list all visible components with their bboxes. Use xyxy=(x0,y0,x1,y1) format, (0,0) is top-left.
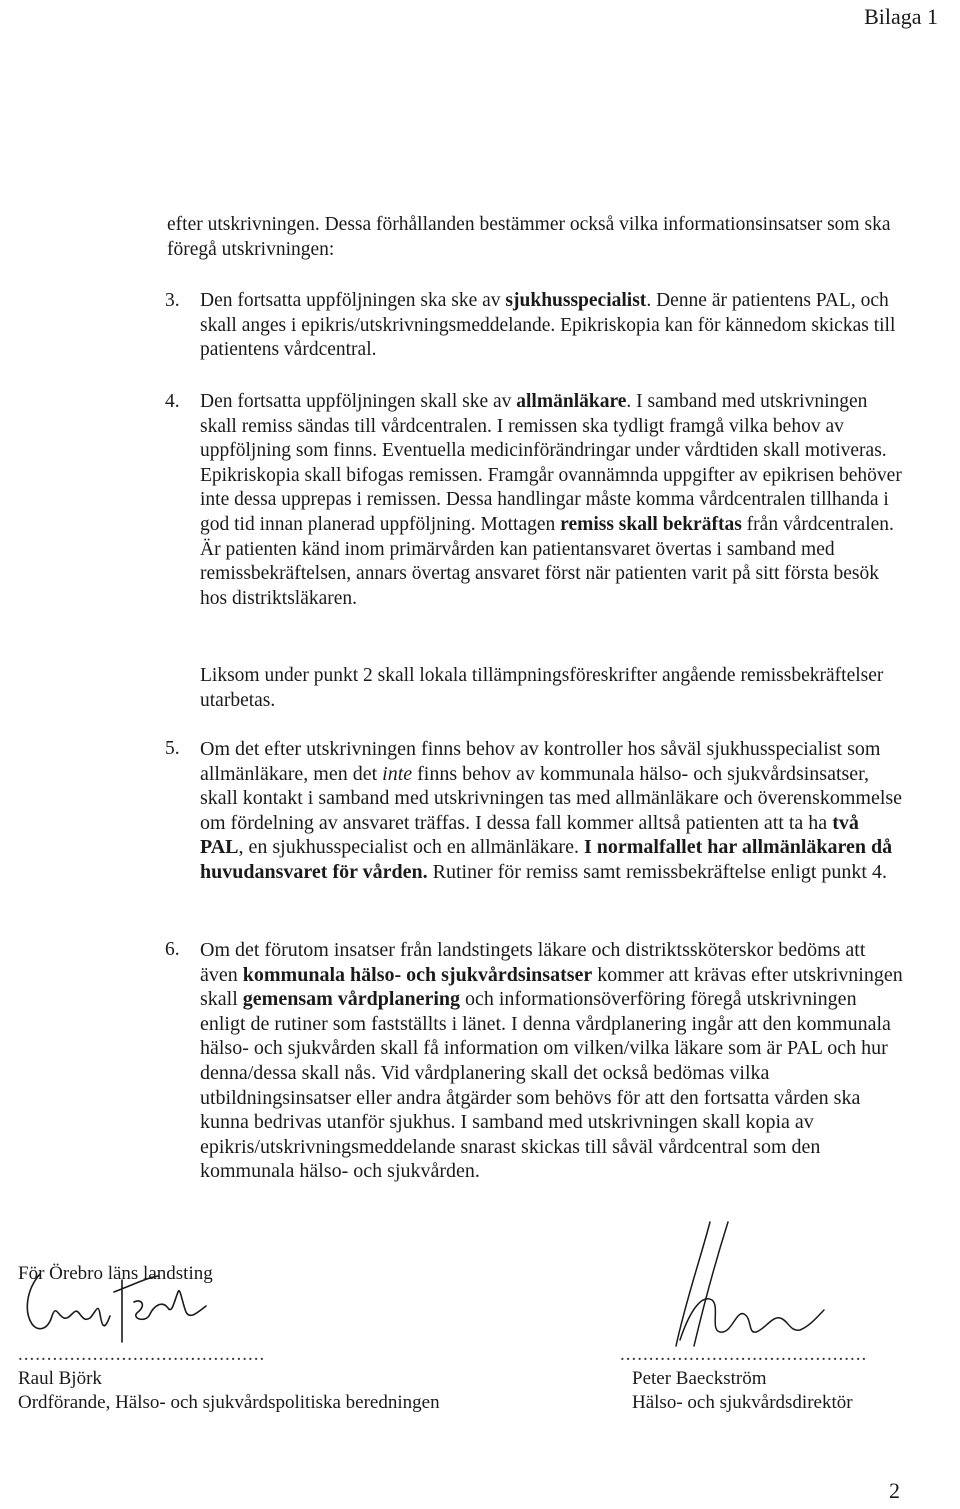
item-bold: två PAL xyxy=(200,811,859,859)
signer-name-right: Peter Baeckström xyxy=(632,1368,767,1389)
item-bold: allmänläkare xyxy=(516,391,627,412)
annex-label: Bilaga 1 xyxy=(864,4,938,29)
item-text: Om det förutom insatser från landstingets läkare och distriktssköterskor bedöms att även xyxy=(200,939,866,986)
item-bold: remiss skall bekräftas xyxy=(560,513,742,535)
page-number: 2 xyxy=(889,1478,900,1503)
item-text: Den fortsatta uppföljningen ska ske av xyxy=(200,290,506,311)
item-body xyxy=(200,938,905,1184)
paragraph-after-4: Liksom under punkt 2 skall lokala tillämpningsföreskrifter angående remissbekräftelser utarbetas. xyxy=(200,665,884,711)
signing-organisation: För Örebro läns landsting xyxy=(18,1263,213,1284)
handwritten-signature-left xyxy=(18,1272,248,1352)
item-body xyxy=(200,289,905,363)
item-italic: inte xyxy=(382,762,413,785)
signer-title-right: Hälso- och sjukvårdsdirektör xyxy=(632,1392,853,1413)
item-text: , en sjukhusspecialist och en allmänläkare. xyxy=(238,836,584,859)
item-text: Rutiner för remiss samt remissbekräftelse enligt punkt 4. xyxy=(427,860,887,883)
item-text: från vårdcentralen. Är patienten känd inom primärvården kan patientansvaret övertas i samband med remissbekräftelsen, annars övertag ansvaret först när patienten varit på sitt första besök hos distriktsläkaren. xyxy=(200,513,894,609)
intro-text: efter utskrivningen. Dessa förhållanden bestämmer också vilka informationsinsatser som ska föregå utskrivningen: xyxy=(167,214,891,260)
item-bold: gemensam vårdplanering xyxy=(242,988,460,1011)
item-text: finns behov av kommunala hälso- och sjukvårdsinsatser, skall kontakt i samband med utskrivningen tas med allmänläkare och överenskommelse om fördelning av ansvaret träffas. I dessa fall kommer alltså patienten att ta ha xyxy=(200,762,903,834)
item-text: Om det efter utskrivningen finns behov av kontroller hos såväl sjukhusspecialist som allmänläkare, men det xyxy=(200,738,881,785)
item-text: kommer att krävas efter utskrivningen skall xyxy=(200,963,903,1011)
signature-line-right: ........................................... xyxy=(620,1344,868,1365)
item-body xyxy=(200,737,905,885)
item-text: Den fortsatta uppföljningen skall ske av xyxy=(200,391,517,412)
signer-title-left: Ordförande, Hälso- och sjukvårdspolitiska beredningen xyxy=(18,1392,440,1413)
item-number: 3. xyxy=(165,290,180,311)
item-bold: kommunala hälso- och sjukvårdsinsatser xyxy=(242,963,593,986)
handwritten-signature-right xyxy=(640,1220,830,1350)
signature-line-left: ........................................... xyxy=(18,1344,266,1365)
signer-name-left: Raul Björk xyxy=(18,1368,102,1389)
intro-paragraph xyxy=(167,213,907,262)
item-text: och informationsöverföring föregå utskrivningen enligt de rutiner som fastställts i länet. I denna vårdplanering ingår att den kommunala hälso- och sjukvården skall få information om vilken/vilka läkare som är PAL och hur denna/dessa skall nås. Vid vårdplanering skall det också bedömas vilka utbildningsinsatser eller andra åtgärder som behövs för att den fortsatta vården ska kunna bedrivas utanför sjukhus. I samband med utskrivningen skall kopia av epikris/utskrivningsmeddelande snarast skickas till såväl vårdcentral som den kommunala hälso- och sjukvården. xyxy=(200,988,891,1183)
item-number: 5. xyxy=(165,738,180,759)
item-body xyxy=(200,390,905,611)
item-number: 6. xyxy=(165,939,180,960)
item-number: 4. xyxy=(165,391,180,412)
item-text: . I samband med utskrivningen skall remiss sändas till vårdcentralen. I remissen ska tydligt framgå vilka behov av uppföljning som finns. Eventuella medicinförändringar under vårdtiden skall motiveras. Epikriskopia skall bifogas remissen. Framgår ovannämnda uppgifter av epikrisen behöver inte dessa upprepas i remissen. Dessa handlingar måste komma vårdcentralen tillhanda i god tid innan planerad uppföljning. Mottagen xyxy=(200,391,902,535)
item-bold: I normalfallet har allmänläkaren då huvudansvaret för vården. xyxy=(200,836,893,883)
item-text: . Denne är patientens PAL, och skall anges i epikris/utskrivningsmeddelande. Epikriskopia kan för kännedom skickas till patientens vårdcentral. xyxy=(200,290,896,361)
item-bold: sjukhusspecialist xyxy=(505,290,647,311)
